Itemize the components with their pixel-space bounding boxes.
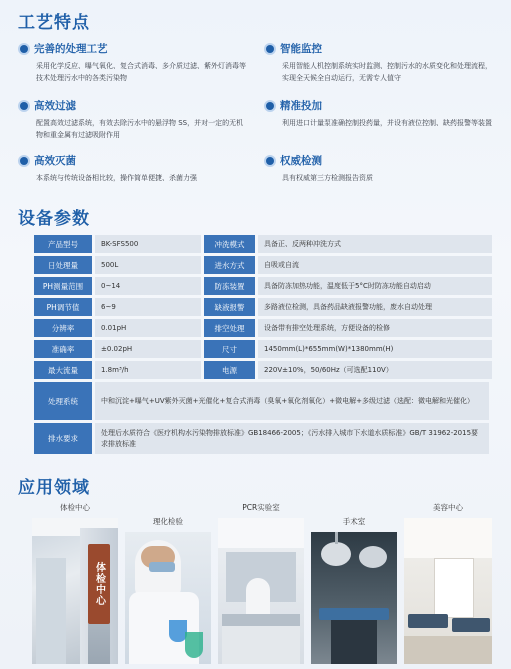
param-value: 1450mm(L)*655mm(W)*1380mm(H) bbox=[258, 340, 492, 358]
table-row bbox=[34, 319, 489, 337]
app-photo bbox=[311, 532, 397, 664]
feature-testing bbox=[266, 153, 496, 184]
feature-title: 精准投加 bbox=[280, 100, 322, 112]
bullet-icon bbox=[20, 157, 28, 165]
apps-title: 应用领域 bbox=[18, 478, 90, 498]
feature-desc: 配置高效过滤系统，有效去除污水中的悬浮物 SS，并对一定的无机物和重金属有过滤吸附作用 bbox=[36, 119, 244, 139]
table-row bbox=[34, 361, 489, 379]
feature-title: 完善的处理工艺 bbox=[34, 43, 108, 55]
param-label: 排空处理 bbox=[204, 319, 255, 337]
table-row bbox=[34, 256, 489, 274]
table-row bbox=[34, 235, 489, 253]
bullet-icon bbox=[20, 45, 28, 53]
feature-desc: 利用进口计量泵准确控制投药量，并设有液位控制、缺药报警等装置 bbox=[282, 119, 492, 127]
app-photo bbox=[32, 518, 118, 664]
checkup-sign-text: 体检中心 bbox=[93, 562, 105, 606]
feature-title: 智能监控 bbox=[280, 43, 322, 55]
feature-dosing bbox=[266, 98, 496, 129]
app-caption: 美容中心 bbox=[433, 503, 463, 512]
param-value: 1.8m³/h bbox=[95, 361, 201, 379]
param-value: 220V±10%，50/60Hz（可选配110V） bbox=[258, 361, 492, 379]
feature-desc: 采用化学反应、曝气氧化、复合式消毒、多介质过滤、紫外灯消毒等技术处理污水中的各类污染物 bbox=[36, 62, 246, 82]
app-caption: 手术室 bbox=[342, 517, 366, 526]
param-label: 最大流量 bbox=[34, 361, 92, 379]
params-title: 设备参数 bbox=[18, 209, 90, 229]
features-title: 工艺特点 bbox=[18, 13, 90, 33]
app-pcr-lab bbox=[216, 500, 306, 664]
param-label: 电源 bbox=[204, 361, 255, 379]
app-beauty-center bbox=[402, 500, 494, 664]
app-photo bbox=[125, 532, 211, 664]
param-label: 缺液报警 bbox=[204, 298, 255, 316]
feature-title: 权威检测 bbox=[280, 155, 322, 167]
param-value: 多路液位检测，具备药品缺液报警功能，废水自动处理 bbox=[258, 298, 492, 316]
table-row bbox=[34, 340, 489, 358]
param-value: 处理后水质符合《医疗机构水污染物排放标准》GB18466-2005；《污水排入城市下水道水质标准》GB/T 31962-2015要求排放标准 bbox=[95, 423, 489, 454]
table-row bbox=[34, 423, 489, 454]
feature-desc: 具有权威第三方检测报告资质 bbox=[282, 174, 373, 182]
param-label: 尺寸 bbox=[204, 340, 255, 358]
bullet-icon bbox=[266, 102, 274, 110]
param-value: 自吸或自流 bbox=[258, 256, 492, 274]
param-label: 产品型号 bbox=[34, 235, 92, 253]
param-label: 分辨率 bbox=[34, 319, 92, 337]
app-chem-lab bbox=[123, 512, 213, 664]
param-value: 0.01pH bbox=[95, 319, 201, 337]
feature-sterilize bbox=[20, 153, 250, 184]
param-value: 6~9 bbox=[95, 298, 201, 316]
param-value: 0~14 bbox=[95, 277, 201, 295]
app-photo bbox=[404, 518, 492, 664]
feature-desc: 采用智能人机控制系统实时监测、控制污水的水质变化和处理流程，实现全天候全自动运行，无需专人值守 bbox=[282, 62, 492, 82]
param-label: 冲洗模式 bbox=[204, 235, 255, 253]
feature-title: 高效过滤 bbox=[34, 100, 76, 112]
app-checkup-center bbox=[30, 500, 120, 664]
bullet-icon bbox=[266, 157, 274, 165]
table-row bbox=[34, 277, 489, 295]
param-label: 准确率 bbox=[34, 340, 92, 358]
param-label: 日处理量 bbox=[34, 256, 92, 274]
app-photo bbox=[218, 518, 304, 664]
params-table bbox=[34, 235, 489, 457]
param-label: 进水方式 bbox=[204, 256, 255, 274]
app-caption: PCR实验室 bbox=[242, 503, 280, 512]
app-caption: 理化检验 bbox=[153, 517, 183, 526]
param-label: PH调节值 bbox=[34, 298, 92, 316]
feature-desc: 本系统与传统设备相比较，操作简单便捷、杀菌力强 bbox=[36, 174, 197, 182]
param-value: 具备防冻加热功能，温度低于5°C时防冻功能自动启动 bbox=[258, 277, 492, 295]
app-operating-room bbox=[309, 512, 399, 664]
feature-monitor bbox=[266, 41, 496, 84]
table-row bbox=[34, 298, 489, 316]
param-label: 排水要求 bbox=[34, 423, 92, 454]
param-label: 处理系统 bbox=[34, 382, 92, 420]
feature-process bbox=[20, 41, 250, 84]
param-value: 具备正、反两种冲洗方式 bbox=[258, 235, 492, 253]
table-row bbox=[34, 382, 489, 420]
param-value: 中和沉淀+曝气+UV紫外灭菌+光催化+复合式消毒（臭氧+氧化剂氧化）+微电解+多级过滤（选配：微电解和光催化） bbox=[95, 382, 489, 420]
bullet-icon bbox=[20, 102, 28, 110]
feature-filter bbox=[20, 98, 250, 141]
param-value: BK-SFS500 bbox=[95, 235, 201, 253]
feature-title: 高效灭菌 bbox=[34, 155, 76, 167]
param-value: ±0.02pH bbox=[95, 340, 201, 358]
param-label: 防冻装置 bbox=[204, 277, 255, 295]
param-label: PH测量范围 bbox=[34, 277, 92, 295]
checkup-sign bbox=[88, 544, 110, 624]
param-value: 设备带有排空处理系统，方便设备的检修 bbox=[258, 319, 492, 337]
bullet-icon bbox=[266, 45, 274, 53]
param-value: 500L bbox=[95, 256, 201, 274]
app-caption: 体检中心 bbox=[60, 503, 90, 512]
